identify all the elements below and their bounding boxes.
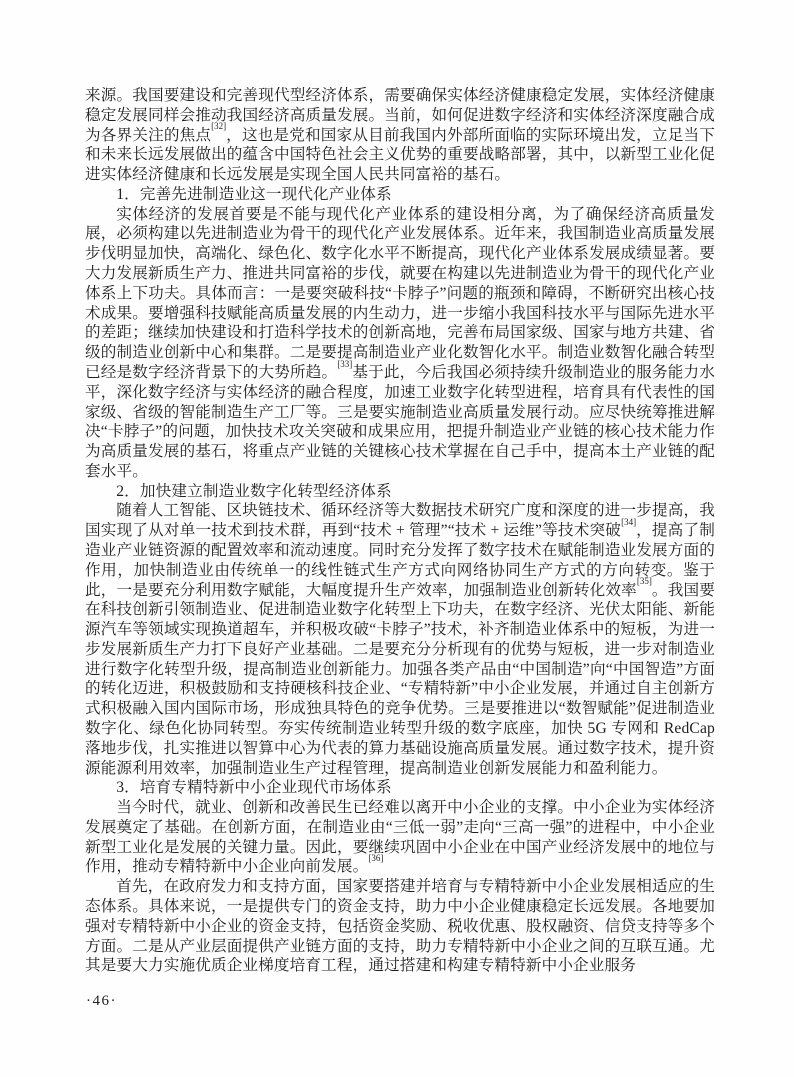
page-body — [85, 86, 715, 976]
page-number: ·46· — [86, 993, 117, 1009]
paragraph — [85, 501, 715, 778]
section-heading — [85, 778, 715, 798]
text-run: 随着人工智能、区块链技术、循环经济等大数据技术研究广度和深度的进一步提高，我国实现了从对单一技术到技术群，再到“技术 + 管理”“技术 + 运维”等技术突破 — [85, 502, 715, 540]
text-run: 1．完善先进制造业这一现代化产业体系 — [116, 185, 392, 203]
paragraph — [85, 86, 715, 185]
text-run: 首先，在政府发力和支持方面，国家要搭建并培育与专精特新中小企业发展相适应的生态体系。具体来说，一是提供专门的资金支持，助力中小企业健康稳定长远发展。各地要加强对专精特新中小企业的资金支持，包括资金奖励、税收优惠、股权融资、信贷支持等多个方面。二是从产业层面提供产业链方面的支持，助力专精特新中小企业之间的互联互通。尤其是要大力实施优质企业梯度培育工程，通过搭建和构建专精特新中小企业服务 — [85, 878, 715, 975]
citation-ref: [36] — [368, 853, 384, 864]
citation-ref: [32] — [211, 121, 227, 132]
paragraph — [85, 798, 715, 877]
text-run: 实体经济的发展首要是不能与现代化产业体系的建设相分离，为了确保经济高质量发展，必须构建以先进制造业为骨干的现代化产业发展体系。近年来，我国制造业高质量发展步伐明显加快，高端化、绿色化、数字化水平不断提高，现代化产业体系发展成绩显著。要大力发展新质生产力、推进共同富裕的步伐，就要在构建以先进制造业为骨干的现代化产业体系上下功夫。具体而言：一是要突破科技“卡脖子”问题的瓶颈和障碍，不断研究出核心技术成果。要增强科技赋能高质量发展的内生动力，进一步缩小我国科技水平与国际先进水平的差距；继续加快建设和打造科学技术的创新高地，完善布局国家级、国家与地方共建、省级的制造业创新中心和集群。二是要提高制造业产业化数智化水平。制造业数智化融合转型已经是数字经济背景下的大势所趋。 — [85, 205, 715, 381]
text-run: 2．加快建立制造业数字化转型经济体系 — [116, 482, 392, 500]
citation-ref: [33] — [337, 358, 353, 369]
citation-ref: [34] — [621, 516, 637, 527]
text-run: 当今时代，就业、创新和改善民生已经难以离开中小企业的支撑。中小企业为实体经济发展奠定了基础。在创新方面，在制造业由“三低一弱”走向“三高一强”的进程中，中小企业新型工业化是发展的关键力量。因此，要继续巩固中小企业在中国产业经济发展中的地位与作用，推动专精特新中小企业向前发展。 — [85, 799, 715, 876]
section-heading — [85, 185, 715, 205]
text-run: ，提高了制造业产业链资源的配置效率和流动速度。同时充分发挥了数字技术在赋能制造业发展方面的作用，加快制造业由传统单一的线性链式生产方式向网络协同生产方式的方向转变。鉴于此，一是要充分利用数字赋能，大幅度提升生产效率，加强制造业创新转化效率 — [85, 522, 715, 599]
section-heading — [85, 482, 715, 502]
text-run: 基于此，今后我国必须持续升级制造业的服务能力水平，深化数字经济与实体经济的融合程度，加速工业数字化转型进程，培育具有代表性的国家级、省级的智能制造生产工厂等。三是要实施制造业高质量发展行动。应尽快统筹推进解决“卡脖子”的问题，加快技术攻关突破和成果应用，把提升制造业产业链的核心技术能力作为高质量发展的基石，将重点产业链的关键核心技术掌握在自己手中，提高本土产业链的配套水平。 — [85, 363, 715, 480]
text-run: ，这也是党和国家从目前我国内外部所面临的实际环境出发，立足当下和未来长远发展做出的蕴含中国特色社会主义优势的重要战略部署，其中，以新型工业化促进实体经济健康和长远发展是实现全国人民共同富裕的基石。 — [85, 126, 715, 184]
text-run: 来源。我国要建设和完善现代型经济体系，需要确保实体经济健康稳定发展，实体经济健康稳定发展同样会推动我国经济高质量发展。当前，如何促进数字经济和实体经济深度融合成为各界关注的焦点 — [85, 87, 715, 144]
paragraph — [85, 205, 715, 482]
text-run: 3．培育专精特新中小企业现代市场体系 — [116, 779, 392, 797]
paragraph — [85, 877, 715, 976]
citation-ref: [35] — [636, 576, 652, 587]
text-run: 。我国要在科技创新引领制造业、促进制造业数字化转型上下功夫，在数字经济、光伏太阳能、新能源汽车等领域实现换道超车，并积极攻破“卡脖子”技术，补齐制造业体系中的短板，为进一步发展新质生产力打下良好产业基础。二是要充分分析现有的优势与短板，进一步对制造业进行数字化转型升级，提高制造业创新能力。加强各类产品由“中国制造”向“中国智造”方面的转化迈进，积极鼓励和支持硬核科技企业、“专精特新”中小企业发展，并通过自主创新方式积极融入国内国际市场，形成独具特色的竞争优势。三是要推进以“数智赋能”促进制造业数字化、绿色化协同转型。夯实传统制造业转型升级的数字底座，加快 5G 专网和 RedCap 落地步伐，扎实推进以智算中心为代表的算力基础设施高质量发展。通过数字技术，提升资源能源利用效率，加强制造业生产过程管理，提高制造业创新发展能力和盈利能力。 — [85, 581, 715, 777]
